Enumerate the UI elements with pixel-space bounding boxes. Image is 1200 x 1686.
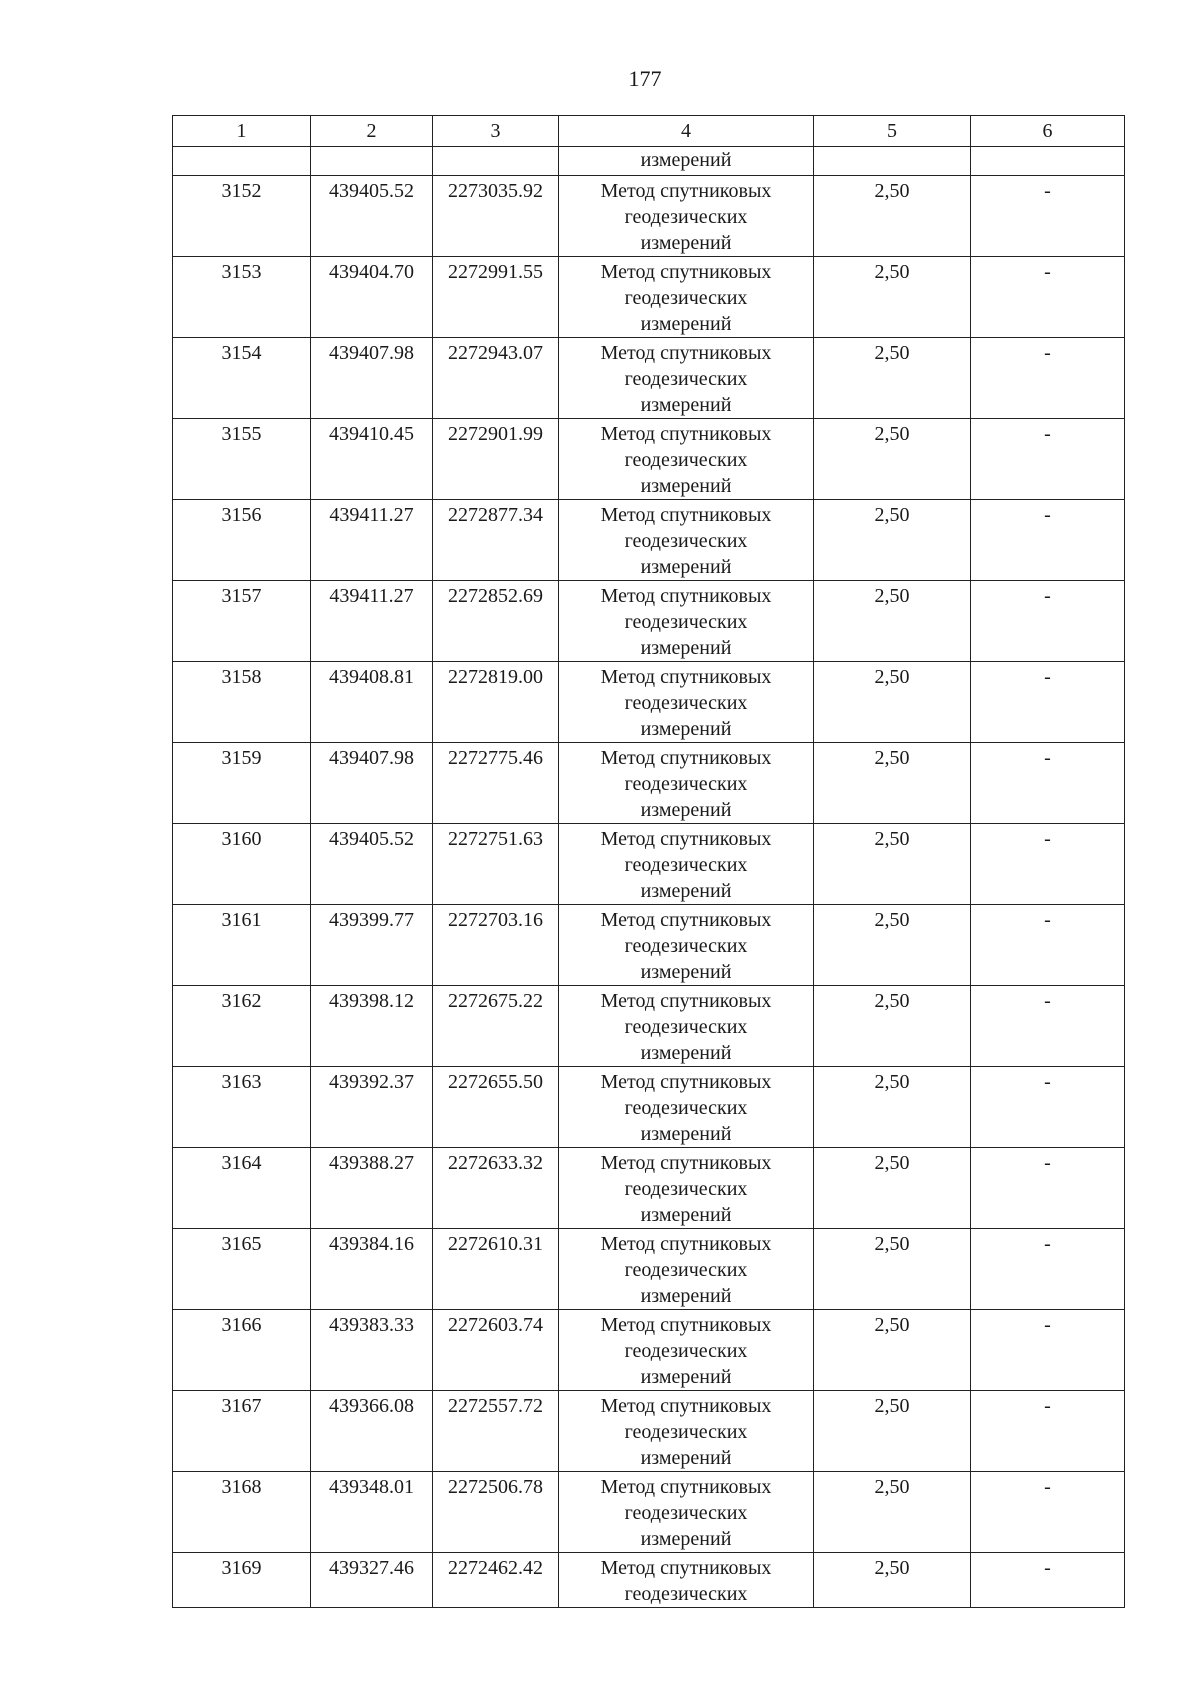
x-coordinate-cell: 439398.12: [311, 986, 433, 1067]
note-cell: -: [971, 338, 1125, 419]
method-cell: [559, 824, 814, 905]
accuracy-cell: 2,50: [814, 1310, 971, 1391]
note-cell: -: [971, 743, 1125, 824]
method-cell: [559, 1553, 814, 1608]
accuracy-cell: 2,50: [814, 1553, 971, 1608]
y-coordinate-cell: 2272462.42: [433, 1553, 559, 1608]
point-number-cell: 3158: [173, 662, 311, 743]
method-line: измерений: [640, 394, 732, 416]
header-row: [173, 116, 1125, 147]
continuation-cell-6: [971, 147, 1125, 176]
method-line: измерений: [640, 1447, 732, 1469]
method-cell: [559, 338, 814, 419]
accuracy-cell: 2,50: [814, 581, 971, 662]
table-row: [173, 986, 1125, 1067]
point-number-cell: 3167: [173, 1391, 311, 1472]
note-cell: -: [971, 1310, 1125, 1391]
method-line: Метод спутниковых: [600, 1233, 772, 1255]
x-coordinate-cell: 439399.77: [311, 905, 433, 986]
accuracy-cell: 2,50: [814, 1067, 971, 1148]
accuracy-cell: 2,50: [814, 1148, 971, 1229]
table-row: [173, 338, 1125, 419]
point-number-cell: 3164: [173, 1148, 311, 1229]
note-cell: -: [971, 662, 1125, 743]
point-number-cell: 3161: [173, 905, 311, 986]
method-line: Метод спутниковых: [600, 342, 772, 364]
table-row: [173, 257, 1125, 338]
point-number-cell: 3168: [173, 1472, 311, 1553]
table-row: [173, 905, 1125, 986]
y-coordinate-cell: 2273035.92: [433, 176, 559, 257]
accuracy-cell: 2,50: [814, 419, 971, 500]
method-cell: [559, 1310, 814, 1391]
note-cell: -: [971, 1229, 1125, 1310]
y-coordinate-cell: 2272610.31: [433, 1229, 559, 1310]
x-coordinate-cell: 439411.27: [311, 500, 433, 581]
point-number-cell: 3153: [173, 257, 311, 338]
method-line: геодезических: [624, 773, 748, 795]
header-col-1: 1: [173, 116, 311, 147]
method-cell: [559, 905, 814, 986]
method-line: геодезических: [624, 1421, 748, 1443]
note-cell: -: [971, 176, 1125, 257]
method-line: Метод спутниковых: [600, 1395, 772, 1417]
note-cell: -: [971, 581, 1125, 662]
point-number-cell: 3154: [173, 338, 311, 419]
x-coordinate-cell: 439392.37: [311, 1067, 433, 1148]
accuracy-cell: 2,50: [814, 1229, 971, 1310]
accuracy-cell: 2,50: [814, 824, 971, 905]
method-line: измерений: [640, 961, 732, 983]
point-number-cell: 3165: [173, 1229, 311, 1310]
method-cell: [559, 986, 814, 1067]
method-line: измерений: [640, 637, 732, 659]
method-line: геодезических: [624, 530, 748, 552]
note-cell: -: [971, 1391, 1125, 1472]
x-coordinate-cell: 439327.46: [311, 1553, 433, 1608]
y-coordinate-cell: 2272557.72: [433, 1391, 559, 1472]
method-line: Метод спутниковых: [600, 180, 772, 202]
continuation-cell-1: [173, 147, 311, 176]
x-coordinate-cell: 439408.81: [311, 662, 433, 743]
method-line: измерений: [640, 880, 732, 902]
point-number-cell: 3152: [173, 176, 311, 257]
note-cell: -: [971, 905, 1125, 986]
y-coordinate-cell: 2272603.74: [433, 1310, 559, 1391]
method-line: Метод спутниковых: [600, 909, 772, 931]
page-number: 177: [628, 66, 662, 91]
table-row: [173, 824, 1125, 905]
method-line: Метод спутниковых: [600, 423, 772, 445]
continuation-cell-4: измерений: [559, 147, 814, 176]
method-cell: [559, 1148, 814, 1229]
method-line: геодезических: [624, 1502, 748, 1524]
accuracy-cell: 2,50: [814, 1472, 971, 1553]
y-coordinate-cell: 2272901.99: [433, 419, 559, 500]
header-col-5: 5: [814, 116, 971, 147]
method-line: измерений: [640, 232, 732, 254]
method-cell: [559, 1067, 814, 1148]
method-cell: [559, 743, 814, 824]
note-cell: -: [971, 986, 1125, 1067]
table-row: [173, 419, 1125, 500]
x-coordinate-cell: 439384.16: [311, 1229, 433, 1310]
method-cell: [559, 662, 814, 743]
x-coordinate-cell: 439366.08: [311, 1391, 433, 1472]
table-row: [173, 743, 1125, 824]
method-line: Метод спутниковых: [600, 1476, 772, 1498]
method-line: измерений: [640, 1123, 732, 1145]
method-line: Метод спутниковых: [600, 747, 772, 769]
point-number-cell: 3162: [173, 986, 311, 1067]
method-cell: [559, 176, 814, 257]
y-coordinate-cell: 2272655.50: [433, 1067, 559, 1148]
y-coordinate-cell: 2272775.46: [433, 743, 559, 824]
y-coordinate-cell: 2272506.78: [433, 1472, 559, 1553]
x-coordinate-cell: 439405.52: [311, 176, 433, 257]
method-line: измерений: [640, 1366, 732, 1388]
table-row: [173, 1148, 1125, 1229]
table-row: [173, 1472, 1125, 1553]
method-line: Метод спутниковых: [600, 1314, 772, 1336]
continuation-row: [173, 147, 1125, 176]
method-line: геодезических: [624, 1583, 748, 1605]
note-cell: -: [971, 500, 1125, 581]
method-line: Метод спутниковых: [600, 828, 772, 850]
method-cell: [559, 581, 814, 662]
table-row: [173, 176, 1125, 257]
method-line: Метод спутниковых: [600, 1152, 772, 1174]
y-coordinate-cell: 2272751.63: [433, 824, 559, 905]
header-col-6: 6: [971, 116, 1125, 147]
x-coordinate-cell: 439410.45: [311, 419, 433, 500]
method-line: измерений: [640, 556, 732, 578]
table-row: [173, 1310, 1125, 1391]
method-line: геодезических: [624, 206, 748, 228]
note-cell: -: [971, 419, 1125, 500]
accuracy-cell: 2,50: [814, 743, 971, 824]
continuation-cell-2: [311, 147, 433, 176]
method-line: измерений: [640, 718, 732, 740]
y-coordinate-cell: 2272991.55: [433, 257, 559, 338]
method-line: Метод спутниковых: [600, 585, 772, 607]
table-row: [173, 1553, 1125, 1608]
x-coordinate-cell: 439388.27: [311, 1148, 433, 1229]
method-line: геодезических: [624, 692, 748, 714]
method-line: геодезических: [624, 1016, 748, 1038]
coordinates-table: [172, 115, 1125, 1608]
note-cell: -: [971, 1067, 1125, 1148]
y-coordinate-cell: 2272877.34: [433, 500, 559, 581]
method-line: геодезических: [624, 611, 748, 633]
header-col-3: 3: [433, 116, 559, 147]
method-line: геодезических: [624, 449, 748, 471]
note-cell: -: [971, 1148, 1125, 1229]
x-coordinate-cell: 439404.70: [311, 257, 433, 338]
accuracy-cell: 2,50: [814, 176, 971, 257]
method-line: геодезических: [624, 368, 748, 390]
accuracy-cell: 2,50: [814, 338, 971, 419]
method-line: Метод спутниковых: [600, 666, 772, 688]
method-line: Метод спутниковых: [600, 261, 772, 283]
method-line: геодезических: [624, 1178, 748, 1200]
method-line: Метод спутниковых: [600, 504, 772, 526]
table-row: [173, 500, 1125, 581]
method-line: Метод спутниковых: [600, 1557, 772, 1579]
continuation-cell-5: [814, 147, 971, 176]
y-coordinate-cell: 2272675.22: [433, 986, 559, 1067]
note-cell: -: [971, 824, 1125, 905]
point-number-cell: 3166: [173, 1310, 311, 1391]
y-coordinate-cell: 2272703.16: [433, 905, 559, 986]
point-number-cell: 3159: [173, 743, 311, 824]
point-number-cell: 3156: [173, 500, 311, 581]
method-line: Метод спутниковых: [600, 1071, 772, 1093]
table-row: [173, 1229, 1125, 1310]
accuracy-cell: 2,50: [814, 1391, 971, 1472]
table-body: [173, 147, 1125, 1608]
x-coordinate-cell: 439405.52: [311, 824, 433, 905]
accuracy-cell: 2,50: [814, 500, 971, 581]
header-col-4: 4: [559, 116, 814, 147]
y-coordinate-cell: 2272852.69: [433, 581, 559, 662]
header-col-2: 2: [311, 116, 433, 147]
method-line: измерений: [640, 1042, 732, 1064]
method-line: геодезических: [624, 854, 748, 876]
x-coordinate-cell: 439411.27: [311, 581, 433, 662]
table-row: [173, 662, 1125, 743]
y-coordinate-cell: 2272943.07: [433, 338, 559, 419]
x-coordinate-cell: 439407.98: [311, 338, 433, 419]
accuracy-cell: 2,50: [814, 986, 971, 1067]
accuracy-cell: 2,50: [814, 905, 971, 986]
table-row: [173, 1067, 1125, 1148]
table-row: [173, 581, 1125, 662]
table-row: [173, 1391, 1125, 1472]
method-line: геодезических: [624, 287, 748, 309]
point-number-cell: 3155: [173, 419, 311, 500]
note-cell: -: [971, 1553, 1125, 1608]
method-line: измерений: [640, 1528, 732, 1550]
point-number-cell: 3157: [173, 581, 311, 662]
point-number-cell: 3169: [173, 1553, 311, 1608]
x-coordinate-cell: 439407.98: [311, 743, 433, 824]
y-coordinate-cell: 2272633.32: [433, 1148, 559, 1229]
continuation-cell-3: [433, 147, 559, 176]
method-cell: [559, 419, 814, 500]
method-line: измерений: [640, 475, 732, 497]
method-line: геодезических: [624, 1259, 748, 1281]
y-coordinate-cell: 2272819.00: [433, 662, 559, 743]
method-cell: [559, 1472, 814, 1553]
method-line: измерений: [640, 1204, 732, 1226]
method-line: Метод спутниковых: [600, 990, 772, 1012]
method-cell: [559, 1229, 814, 1310]
x-coordinate-cell: 439348.01: [311, 1472, 433, 1553]
method-line: геодезических: [624, 1097, 748, 1119]
method-line: измерений: [640, 313, 732, 335]
point-number-cell: 3163: [173, 1067, 311, 1148]
method-cell: [559, 257, 814, 338]
method-line: измерений: [640, 799, 732, 821]
x-coordinate-cell: 439383.33: [311, 1310, 433, 1391]
method-line: геодезических: [624, 1340, 748, 1362]
note-cell: -: [971, 1472, 1125, 1553]
accuracy-cell: 2,50: [814, 257, 971, 338]
accuracy-cell: 2,50: [814, 662, 971, 743]
method-cell: [559, 500, 814, 581]
note-cell: -: [971, 257, 1125, 338]
method-cell: [559, 1391, 814, 1472]
method-line: геодезических: [624, 935, 748, 957]
point-number-cell: 3160: [173, 824, 311, 905]
method-line: измерений: [640, 1285, 732, 1307]
